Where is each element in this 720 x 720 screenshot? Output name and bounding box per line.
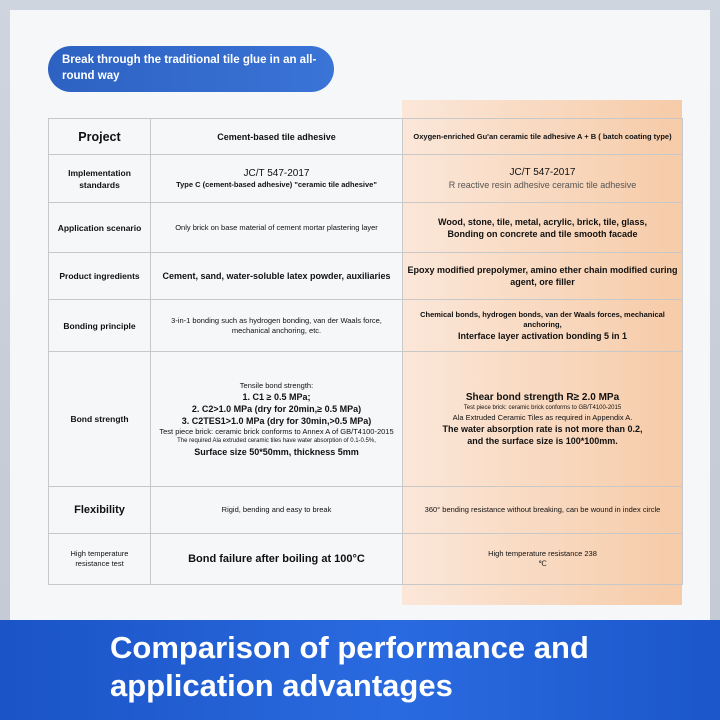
row-label-flexibility: Flexibility — [49, 487, 151, 534]
oxygen-principle-line1: Chemical bonds, hydrogen bonds, van der Waals forces, mechanical anchoring, — [420, 309, 665, 329]
table-row — [49, 487, 683, 534]
table-row — [49, 300, 683, 352]
cell-oxygen-flexibility: 360° bending resistance without breaking, can be wound in index circle — [403, 487, 683, 534]
header-project: Project — [49, 119, 151, 155]
cell-cement-flexibility: Rigid, bending and easy to break — [151, 487, 403, 534]
bottom-banner — [0, 620, 720, 720]
cement-strength-line1: 1. C1 ≥ 0.5 MPa; — [242, 391, 311, 402]
oxygen-strength-line4: and the surface size is 100*100mm. — [467, 436, 618, 446]
row-label-standards: Implementation standards — [49, 155, 151, 203]
cement-strength-line4: Test piece brick: ceramic brick conforms to Annex A of GB/T4100-2015 — [159, 426, 394, 436]
table-row — [49, 155, 683, 203]
table-row — [49, 352, 683, 487]
banner-title-line2: application advantages — [110, 668, 453, 703]
row-label-strength: Bond strength — [49, 352, 151, 487]
header-pill-text: Break through the traditional tile glue in an all-round way — [62, 54, 317, 82]
oxygen-scenario-line1: Wood, stone, tile, metal, acrylic, brick, tile, glass, — [438, 216, 647, 227]
oxygen-principle-line2: Interface layer activation bonding 5 in 1 — [457, 330, 628, 341]
table-header-row — [49, 119, 683, 155]
table-row — [49, 203, 683, 253]
cell-cement-scenario: Only brick on base material of cement mortar plastering layer — [151, 203, 403, 253]
cement-standard: JC/T 547-2017 — [243, 168, 310, 179]
cell-oxygen-principle — [403, 300, 683, 352]
row-label-ingredients: Product ingredients — [49, 253, 151, 300]
cell-cement-high-temp: Bond failure after boiling at 100°C — [151, 534, 403, 585]
cell-oxygen-standards — [403, 155, 683, 203]
cell-cement-standards — [151, 155, 403, 203]
row-label-high-temp: High temperature resistance test — [49, 534, 151, 585]
table-row — [49, 534, 683, 585]
oxygen-standard: JC/T 547-2017 — [509, 167, 576, 178]
comparison-table — [48, 118, 683, 585]
table-row — [49, 253, 683, 300]
header-cement: Cement-based tile adhesive — [151, 119, 403, 155]
oxygen-high-temp-line2: ℃ — [538, 559, 547, 568]
cell-oxygen-ingredients: Epoxy modified prepolymer, amino ether chain modified curing agent, ore filler — [403, 253, 683, 300]
cement-standard-note: Type C (cement-based adhesive) "ceramic tile adhesive" — [176, 180, 377, 189]
cell-oxygen-scenario — [403, 203, 683, 253]
cement-strength-line2: 2. C2>1.0 MPa (dry for 20min,≥ 0.5 MPa) — [191, 403, 362, 414]
cell-cement-ingredients: Cement, sand, water-soluble latex powder, auxiliaries — [151, 253, 403, 300]
cement-strength-title: Tensile bond strength: — [239, 380, 314, 390]
oxygen-high-temp-line1: High temperature resistance 238 — [488, 549, 597, 558]
cell-oxygen-strength — [403, 352, 683, 487]
oxygen-scenario-line2: Bonding on concrete and tile smooth facade — [447, 228, 638, 239]
oxygen-strength-line2: Ala Extruded Ceramic Tiles as required in Appendix A. — [452, 413, 633, 422]
oxygen-strength-title: Shear bond strength R≥ 2.0 MPa — [465, 392, 620, 403]
header-oxygen: Oxygen-enriched Gu'an ceramic tile adhesive A + B ( batch coating type) — [403, 119, 683, 155]
header-pill — [48, 46, 334, 92]
cell-oxygen-high-temp — [403, 534, 683, 585]
cell-cement-principle: 3-in-1 bonding such as hydrogen bonding, van der Waals force, mechanical anchoring, etc. — [151, 300, 403, 352]
row-label-scenario: Application scenario — [49, 203, 151, 253]
cell-cement-strength — [151, 352, 403, 487]
oxygen-standard-note: R reactive resin adhesive ceramic tile adhesive — [448, 180, 637, 190]
cement-strength-line6: Surface size 50*50mm, thickness 5mm — [194, 446, 359, 457]
oxygen-strength-line3: The water absorption rate is not more than 0.2, — [442, 424, 643, 434]
row-label-principle: Bonding principle — [49, 300, 151, 352]
oxygen-strength-line1: Test piece brick: ceramic brick conforms to GB/T4100-2015 — [463, 405, 622, 411]
cement-strength-line5: The required Ala extruded ceramic tiles have water absorption of 0.1-0.5%, — [177, 437, 376, 444]
banner-title-line1: Comparison of performance and — [110, 630, 589, 665]
cement-strength-line3: 3. C2TES1>1.0 MPa (dry for 30min,>0.5 MPa) — [181, 415, 372, 426]
